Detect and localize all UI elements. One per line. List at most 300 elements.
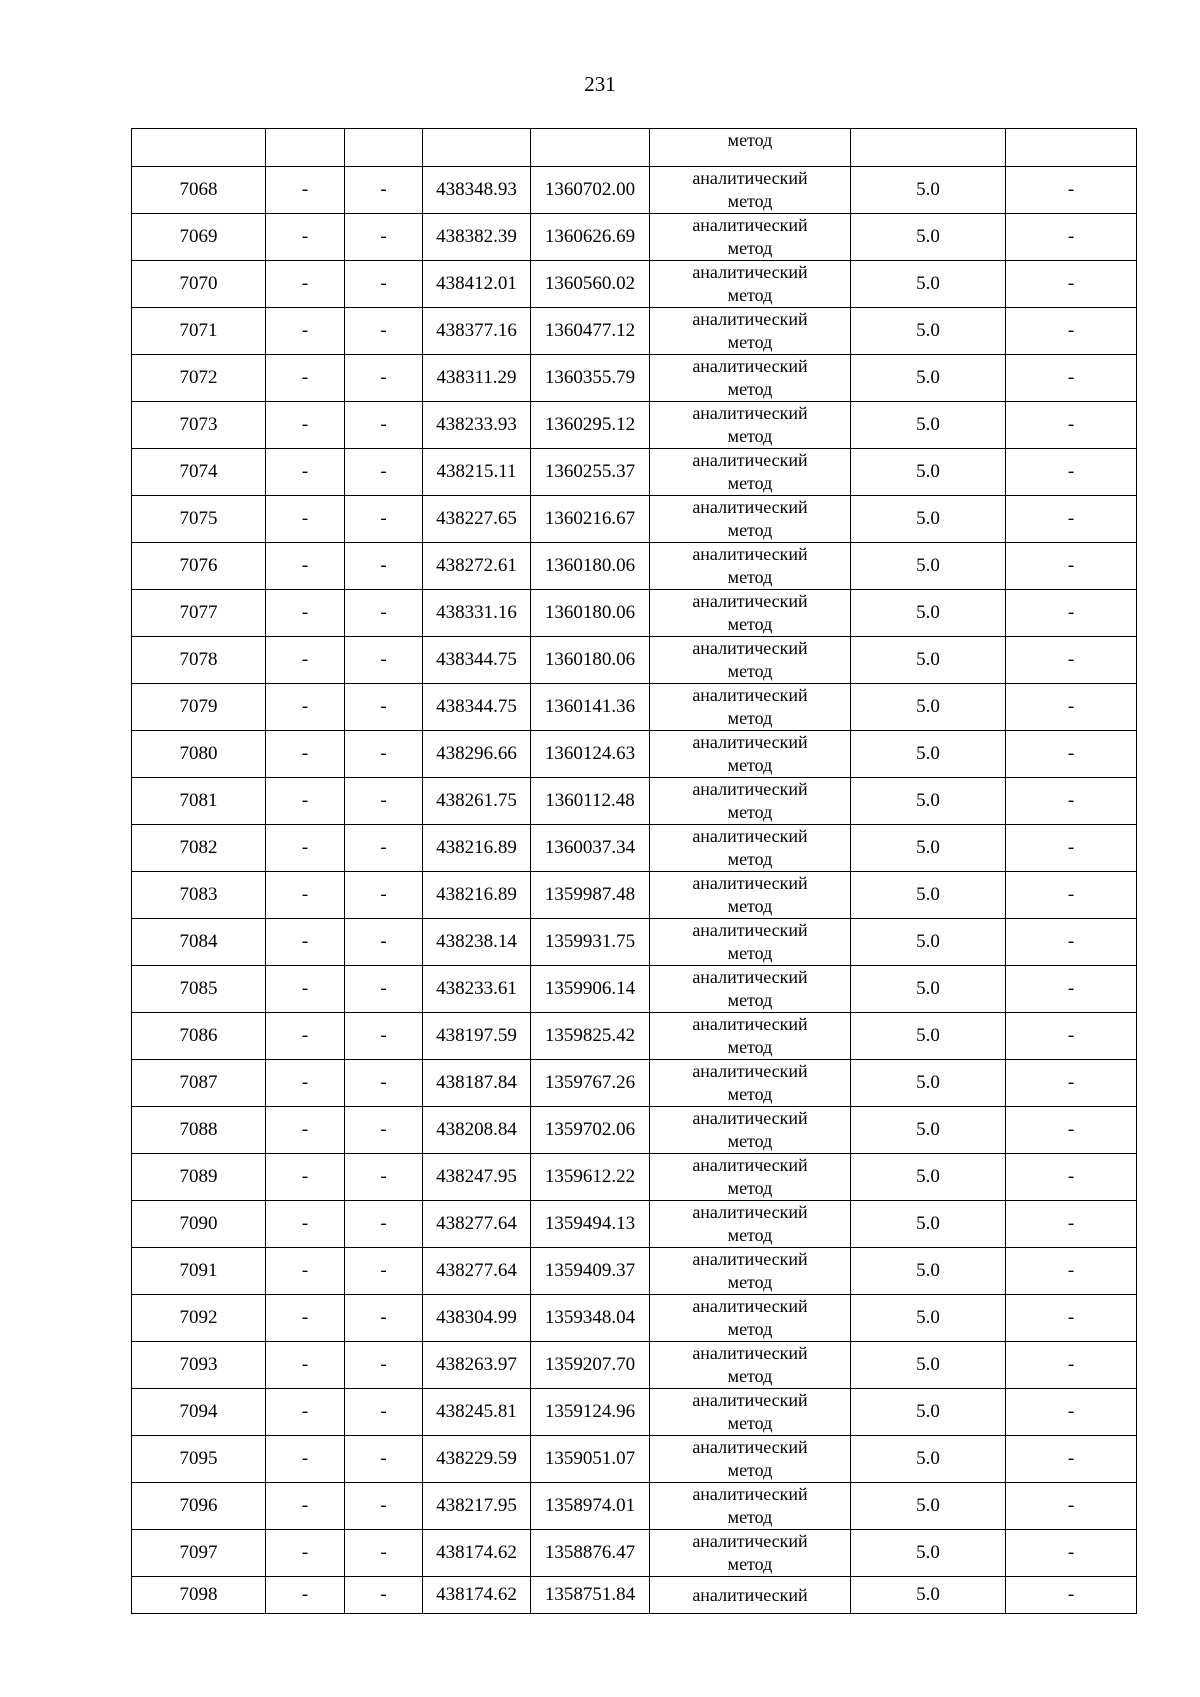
cell-col-2: -: [266, 167, 345, 214]
cell-method: [650, 1483, 851, 1530]
method-text-line: аналитический: [692, 732, 808, 752]
cell-accuracy: 5.0: [851, 1201, 1006, 1248]
cell-y-coordinate: 1360560.02: [531, 261, 650, 308]
cell-method: [650, 214, 851, 261]
cell-y-coordinate: 1360180.06: [531, 590, 650, 637]
cell-method: [650, 449, 851, 496]
cell-col-3: -: [345, 590, 423, 637]
cell-col-8: -: [1006, 1060, 1137, 1107]
cell-point-number: 7087: [132, 1060, 266, 1107]
method-text-line: метод: [727, 426, 773, 446]
cell-x-coordinate: 438377.16: [423, 308, 531, 355]
method-text-line: метод: [727, 614, 773, 634]
cell-col-8: -: [1006, 919, 1137, 966]
cell-col-3: -: [345, 872, 423, 919]
cell-accuracy: [851, 129, 1006, 167]
cell-y-coordinate: 1360037.34: [531, 825, 650, 872]
cell-accuracy: 5.0: [851, 1436, 1006, 1483]
method-text-line: метод: [727, 191, 773, 211]
cell-y-coordinate: 1360124.63: [531, 731, 650, 778]
method-text-line: аналитический: [692, 497, 808, 517]
method-text-line: аналитический: [692, 1014, 808, 1034]
cell-x-coordinate: 438174.62: [423, 1577, 531, 1614]
cell-method: [650, 1530, 851, 1577]
cell-col-2: [266, 129, 345, 167]
cell-col-8: -: [1006, 261, 1137, 308]
cell-col-3: -: [345, 1436, 423, 1483]
method-text-line: аналитический: [692, 1484, 808, 1504]
cell-x-coordinate: 438238.14: [423, 919, 531, 966]
table-row: [132, 825, 1137, 872]
cell-col-3: -: [345, 355, 423, 402]
cell-method: [650, 590, 851, 637]
cell-y-coordinate: 1360216.67: [531, 496, 650, 543]
method-text-line: аналитический: [692, 309, 808, 329]
cell-method: [650, 1107, 851, 1154]
cell-col-2: -: [266, 1013, 345, 1060]
cell-col-2: -: [266, 1295, 345, 1342]
cell-x-coordinate: 438227.65: [423, 496, 531, 543]
cell-x-coordinate: 438245.81: [423, 1389, 531, 1436]
method-text-line: метод: [727, 332, 773, 352]
cell-col-3: -: [345, 1201, 423, 1248]
cell-method: [650, 1013, 851, 1060]
cell-y-coordinate: 1359612.22: [531, 1154, 650, 1201]
cell-accuracy: 5.0: [851, 919, 1006, 966]
cell-point-number: 7072: [132, 355, 266, 402]
cell-col-2: -: [266, 261, 345, 308]
cell-point-number: 7081: [132, 778, 266, 825]
cell-method: [650, 1342, 851, 1389]
method-text-line: аналитический: [692, 1202, 808, 1222]
cell-point-number: 7098: [132, 1577, 266, 1614]
cell-point-number: 7090: [132, 1201, 266, 1248]
cell-col-2: -: [266, 966, 345, 1013]
cell-x-coordinate: 438277.64: [423, 1248, 531, 1295]
cell-method: [650, 1201, 851, 1248]
cell-accuracy: 5.0: [851, 1483, 1006, 1530]
cell-x-coordinate: 438187.84: [423, 1060, 531, 1107]
table-row: [132, 214, 1137, 261]
cell-y-coordinate: 1360180.06: [531, 543, 650, 590]
cell-col-3: -: [345, 1013, 423, 1060]
method-text-line: метод: [727, 379, 773, 399]
cell-accuracy: 5.0: [851, 778, 1006, 825]
cell-col-3: -: [345, 919, 423, 966]
cell-accuracy: 5.0: [851, 1107, 1006, 1154]
cell-col-8: -: [1006, 1436, 1137, 1483]
method-text-line: метод: [727, 520, 773, 540]
cell-col-8: -: [1006, 449, 1137, 496]
cell-y-coordinate: [531, 129, 650, 167]
table-row: [132, 1154, 1137, 1201]
method-text-line: метод: [727, 238, 773, 258]
table-row: [132, 1483, 1137, 1530]
method-text-line: метод: [727, 755, 773, 775]
method-text-line: аналитический: [692, 1437, 808, 1457]
method-text-line: аналитический: [692, 356, 808, 376]
cell-x-coordinate: [423, 129, 531, 167]
cell-point-number: 7088: [132, 1107, 266, 1154]
cell-col-3: -: [345, 449, 423, 496]
cell-accuracy: 5.0: [851, 825, 1006, 872]
table-row: [132, 684, 1137, 731]
cell-col-8: -: [1006, 590, 1137, 637]
cell-col-3: -: [345, 214, 423, 261]
cell-col-3: -: [345, 1295, 423, 1342]
table-row: [132, 966, 1137, 1013]
cell-method: [650, 919, 851, 966]
cell-col-3: -: [345, 543, 423, 590]
cell-col-2: -: [266, 214, 345, 261]
method-text-line: аналитический: [692, 638, 808, 658]
method-text-line: аналитический: [692, 1061, 808, 1081]
cell-col-8: -: [1006, 1201, 1137, 1248]
cell-point-number: 7075: [132, 496, 266, 543]
cell-accuracy: 5.0: [851, 1389, 1006, 1436]
cell-method: [650, 355, 851, 402]
cell-accuracy: 5.0: [851, 308, 1006, 355]
method-text-line: аналитический: [692, 1343, 808, 1363]
method-text-line: аналитический: [692, 826, 808, 846]
cell-point-number: 7092: [132, 1295, 266, 1342]
cell-point-number: 7076: [132, 543, 266, 590]
cell-col-2: -: [266, 402, 345, 449]
cell-accuracy: 5.0: [851, 684, 1006, 731]
cell-col-2: -: [266, 449, 345, 496]
cell-y-coordinate: 1358751.84: [531, 1577, 650, 1614]
cell-col-3: -: [345, 167, 423, 214]
cell-col-3: -: [345, 825, 423, 872]
cell-accuracy: 5.0: [851, 966, 1006, 1013]
cell-point-number: 7091: [132, 1248, 266, 1295]
cell-method: [650, 1295, 851, 1342]
cell-y-coordinate: 1359348.04: [531, 1295, 650, 1342]
cell-col-2: -: [266, 355, 345, 402]
method-text-line: метод: [727, 990, 773, 1010]
cell-y-coordinate: 1359051.07: [531, 1436, 650, 1483]
cell-col-8: -: [1006, 1483, 1137, 1530]
method-text-line: метод: [727, 1554, 773, 1574]
table-row: [132, 1530, 1137, 1577]
cell-x-coordinate: 438272.61: [423, 543, 531, 590]
cell-y-coordinate: 1360477.12: [531, 308, 650, 355]
method-text-line: метод: [727, 1178, 773, 1198]
table-row: [132, 1436, 1137, 1483]
cell-col-3: -: [345, 1248, 423, 1295]
cell-x-coordinate: 438174.62: [423, 1530, 531, 1577]
cell-col-3: -: [345, 261, 423, 308]
cell-accuracy: 5.0: [851, 1295, 1006, 1342]
method-text-line: аналитический: [692, 967, 808, 987]
cell-col-2: -: [266, 684, 345, 731]
cell-col-2: -: [266, 637, 345, 684]
cell-point-number: 7070: [132, 261, 266, 308]
cell-x-coordinate: 438304.99: [423, 1295, 531, 1342]
method-text-line: метод: [727, 708, 773, 728]
cell-col-8: -: [1006, 355, 1137, 402]
cell-col-2: -: [266, 872, 345, 919]
method-text-line: аналитический: [692, 168, 808, 188]
cell-y-coordinate: 1359987.48: [531, 872, 650, 919]
cell-col-3: -: [345, 1483, 423, 1530]
method-text-line: метод: [727, 661, 773, 681]
cell-col-3: -: [345, 637, 423, 684]
method-text-line: метод: [727, 1272, 773, 1292]
cell-x-coordinate: 438229.59: [423, 1436, 531, 1483]
cell-x-coordinate: 438348.93: [423, 167, 531, 214]
cell-accuracy: 5.0: [851, 1248, 1006, 1295]
cell-col-3: -: [345, 731, 423, 778]
cell-col-2: -: [266, 543, 345, 590]
cell-y-coordinate: 1360141.36: [531, 684, 650, 731]
cell-accuracy: 5.0: [851, 1530, 1006, 1577]
cell-point-number: 7077: [132, 590, 266, 637]
cell-method: [650, 684, 851, 731]
cell-col-8: -: [1006, 543, 1137, 590]
cell-accuracy: 5.0: [851, 1013, 1006, 1060]
cell-method: [650, 1389, 851, 1436]
cell-accuracy: 5.0: [851, 1342, 1006, 1389]
method-text-line: аналитический: [692, 1296, 808, 1316]
cell-point-number: [132, 129, 266, 167]
cell-point-number: 7084: [132, 919, 266, 966]
cell-col-2: -: [266, 1154, 345, 1201]
cell-col-8: -: [1006, 637, 1137, 684]
cell-accuracy: 5.0: [851, 167, 1006, 214]
cell-x-coordinate: 438296.66: [423, 731, 531, 778]
cell-accuracy: 5.0: [851, 543, 1006, 590]
method-text-line: аналитический: [692, 1249, 808, 1269]
cell-col-8: -: [1006, 731, 1137, 778]
page-number: 231: [584, 72, 616, 96]
cell-y-coordinate: 1359124.96: [531, 1389, 650, 1436]
cell-point-number: 7080: [132, 731, 266, 778]
method-text-line: аналитический: [692, 1155, 808, 1175]
cell-col-8: -: [1006, 1107, 1137, 1154]
cell-x-coordinate: 438261.75: [423, 778, 531, 825]
cell-method: [650, 261, 851, 308]
table-row: [132, 1013, 1137, 1060]
method-text-line: метод: [727, 1084, 773, 1104]
cell-x-coordinate: 438277.64: [423, 1201, 531, 1248]
table-row: [132, 1248, 1137, 1295]
cell-method: [650, 637, 851, 684]
cell-method: [650, 872, 851, 919]
cell-method: [650, 308, 851, 355]
table-row: [132, 1060, 1137, 1107]
method-text-line: аналитический: [692, 591, 808, 611]
table-row: [132, 449, 1137, 496]
cell-y-coordinate: 1359906.14: [531, 966, 650, 1013]
cell-col-2: -: [266, 1201, 345, 1248]
cell-col-8: -: [1006, 402, 1137, 449]
table-row: [132, 872, 1137, 919]
cell-x-coordinate: 438344.75: [423, 684, 531, 731]
cell-col-8: -: [1006, 778, 1137, 825]
method-text-line: аналитический: [692, 685, 808, 705]
cell-col-2: -: [266, 1060, 345, 1107]
cell-y-coordinate: 1360255.37: [531, 449, 650, 496]
cell-col-3: -: [345, 1154, 423, 1201]
method-text-line: метод: [727, 1225, 773, 1245]
cell-x-coordinate: 438215.11: [423, 449, 531, 496]
cell-col-2: -: [266, 1530, 345, 1577]
table-row: [132, 308, 1137, 355]
cell-x-coordinate: 438382.39: [423, 214, 531, 261]
cell-y-coordinate: 1359409.37: [531, 1248, 650, 1295]
cell-y-coordinate: 1360295.12: [531, 402, 650, 449]
cell-col-3: -: [345, 308, 423, 355]
table-row: [132, 167, 1137, 214]
method-text-line: аналитический: [692, 920, 808, 940]
table-row: [132, 637, 1137, 684]
method-text-line: метод: [727, 896, 773, 916]
method-text-line: аналитический: [692, 262, 808, 282]
cell-y-coordinate: 1360112.48: [531, 778, 650, 825]
cell-accuracy: 5.0: [851, 637, 1006, 684]
cell-col-3: -: [345, 966, 423, 1013]
cell-col-2: -: [266, 1389, 345, 1436]
cell-method: [650, 1248, 851, 1295]
cell-accuracy: 5.0: [851, 402, 1006, 449]
cell-col-3: -: [345, 402, 423, 449]
cell-col-8: -: [1006, 966, 1137, 1013]
table-row: [132, 1342, 1137, 1389]
cell-accuracy: 5.0: [851, 355, 1006, 402]
coordinates-table: [131, 128, 1137, 1614]
method-text-line: метод: [727, 943, 773, 963]
cell-y-coordinate: 1359207.70: [531, 1342, 650, 1389]
method-text-line: метод: [727, 567, 773, 587]
cell-col-2: -: [266, 1107, 345, 1154]
cell-y-coordinate: 1359767.26: [531, 1060, 650, 1107]
method-text-line: метод: [727, 1131, 773, 1151]
cell-x-coordinate: 438233.93: [423, 402, 531, 449]
cell-point-number: 7071: [132, 308, 266, 355]
cell-method: [650, 167, 851, 214]
cell-col-2: -: [266, 1577, 345, 1614]
method-text-line: аналитический: [692, 403, 808, 423]
cell-method: метод: [650, 129, 851, 167]
method-text-line: метод: [727, 1413, 773, 1433]
method-text-line: метод: [727, 285, 773, 305]
cell-col-3: -: [345, 496, 423, 543]
cell-col-3: -: [345, 1530, 423, 1577]
cell-col-2: -: [266, 590, 345, 637]
cell-point-number: 7073: [132, 402, 266, 449]
cell-point-number: 7089: [132, 1154, 266, 1201]
cell-y-coordinate: 1359702.06: [531, 1107, 650, 1154]
table-row-continuation: [132, 129, 1137, 167]
cell-method: [650, 496, 851, 543]
cell-point-number: 7095: [132, 1436, 266, 1483]
cell-x-coordinate: 438331.16: [423, 590, 531, 637]
cell-x-coordinate: 438344.75: [423, 637, 531, 684]
table-row: [132, 919, 1137, 966]
cell-accuracy: 5.0: [851, 731, 1006, 778]
table-row: [132, 1577, 1137, 1614]
cell-col-8: [1006, 129, 1137, 167]
cell-col-2: -: [266, 919, 345, 966]
table-row: [132, 543, 1137, 590]
cell-x-coordinate: 438311.29: [423, 355, 531, 402]
cell-accuracy: 5.0: [851, 590, 1006, 637]
cell-accuracy: 5.0: [851, 1060, 1006, 1107]
cell-accuracy: 5.0: [851, 1577, 1006, 1614]
cell-col-3: -: [345, 684, 423, 731]
cell-col-8: -: [1006, 1577, 1137, 1614]
cell-col-2: -: [266, 1248, 345, 1295]
cell-point-number: 7069: [132, 214, 266, 261]
table-row: [132, 731, 1137, 778]
cell-col-2: -: [266, 731, 345, 778]
cell-accuracy: 5.0: [851, 496, 1006, 543]
table-row: [132, 1389, 1137, 1436]
cell-col-3: -: [345, 1060, 423, 1107]
cell-x-coordinate: 438216.89: [423, 825, 531, 872]
cell-col-8: -: [1006, 1013, 1137, 1060]
table-row: [132, 1201, 1137, 1248]
cell-y-coordinate: 1360702.00: [531, 167, 650, 214]
cell-point-number: 7096: [132, 1483, 266, 1530]
method-text-line: метод: [727, 1037, 773, 1057]
cell-col-8: -: [1006, 1295, 1137, 1342]
cell-col-8: -: [1006, 684, 1137, 731]
method-text-line: аналитический: [692, 215, 808, 235]
cell-point-number: 7078: [132, 637, 266, 684]
cell-col-2: -: [266, 825, 345, 872]
cell-col-8: -: [1006, 1342, 1137, 1389]
method-text-line: аналитический: [692, 779, 808, 799]
cell-col-3: -: [345, 1342, 423, 1389]
cell-col-3: -: [345, 1107, 423, 1154]
cell-col-3: -: [345, 1389, 423, 1436]
cell-point-number: 7097: [132, 1530, 266, 1577]
table-row: [132, 261, 1137, 308]
method-text-line: метод: [727, 1460, 773, 1480]
method-text-line: аналитический: [692, 1531, 808, 1551]
cell-col-8: -: [1006, 1389, 1137, 1436]
cell-point-number: 7068: [132, 167, 266, 214]
cell-col-2: -: [266, 1436, 345, 1483]
cell-y-coordinate: 1360355.79: [531, 355, 650, 402]
cell-y-coordinate: 1360626.69: [531, 214, 650, 261]
cell-col-2: -: [266, 778, 345, 825]
cell-method: [650, 731, 851, 778]
cell-col-3: [345, 129, 423, 167]
cell-point-number: 7086: [132, 1013, 266, 1060]
cell-y-coordinate: 1359931.75: [531, 919, 650, 966]
cell-col-8: -: [1006, 1248, 1137, 1295]
cell-y-coordinate: 1359494.13: [531, 1201, 650, 1248]
method-text-line: аналитический: [692, 873, 808, 893]
cell-x-coordinate: 438247.95: [423, 1154, 531, 1201]
method-text-line: метод: [727, 1319, 773, 1339]
cell-method: [650, 825, 851, 872]
method-text-line: метод: [727, 1366, 773, 1386]
cell-method: [650, 1154, 851, 1201]
method-text-line: метод: [727, 473, 773, 493]
cell-col-3: -: [345, 1577, 423, 1614]
cell-y-coordinate: 1359825.42: [531, 1013, 650, 1060]
cell-col-3: -: [345, 778, 423, 825]
cell-col-2: -: [266, 496, 345, 543]
cell-method: [650, 966, 851, 1013]
cell-method: [650, 778, 851, 825]
cell-accuracy: 5.0: [851, 261, 1006, 308]
cell-point-number: 7074: [132, 449, 266, 496]
